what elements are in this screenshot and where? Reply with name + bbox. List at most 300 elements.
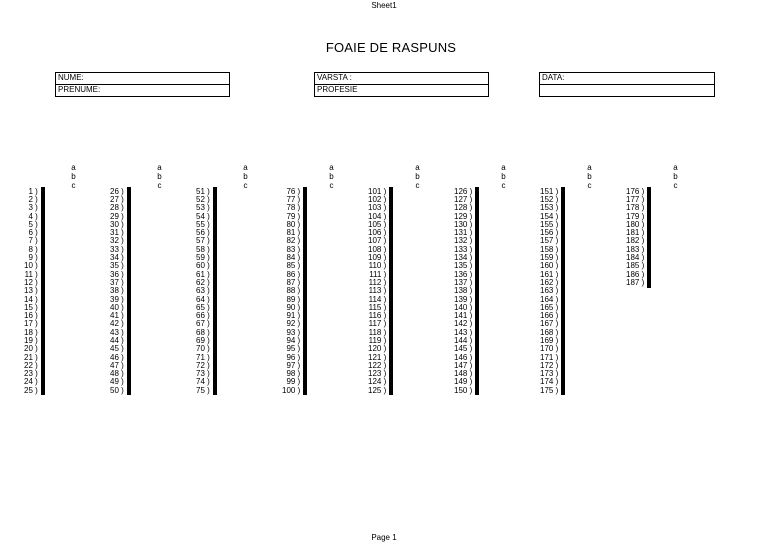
answer-cell-c[interactable] (392, 254, 393, 262)
answer-cell-c[interactable] (478, 312, 479, 320)
question-number: 176 ) (626, 186, 645, 196)
answer-cell-c[interactable] (129, 337, 130, 345)
option-header-c: c (501, 181, 506, 190)
question-number: 127 ) (454, 194, 473, 204)
answer-cell-c[interactable] (478, 229, 479, 237)
question-number: 8 ) (28, 244, 38, 254)
answer-cell-c[interactable] (129, 304, 130, 312)
prenume-field[interactable]: PRENUME: (56, 84, 229, 95)
answer-cell-c[interactable] (129, 270, 130, 278)
answer-cell-c[interactable] (306, 387, 307, 395)
answer-cell-c[interactable] (478, 353, 479, 361)
question-number: 86 ) (286, 269, 301, 279)
answer-cell-c[interactable] (650, 188, 651, 196)
question-number: 179 ) (626, 211, 645, 221)
question-number: 47 ) (110, 360, 124, 370)
answer-cell-c[interactable] (306, 362, 307, 370)
answer-cell-c[interactable] (306, 370, 307, 378)
option-header (67, 163, 80, 190)
answer-table (540, 187, 565, 395)
varsta-field[interactable]: VARSTA : (317, 73, 352, 82)
question-row (540, 387, 565, 395)
answer-cell-c[interactable] (392, 246, 393, 254)
answer-cell-c[interactable] (129, 212, 130, 220)
answer-cell-c[interactable] (43, 345, 44, 353)
question-number: 23 ) (24, 369, 38, 379)
option-header-c: c (157, 181, 162, 190)
answer-cell-c[interactable] (215, 212, 216, 220)
answer-cell-c[interactable] (215, 304, 216, 312)
answer-cell-c[interactable] (392, 362, 393, 370)
answer-cell-c[interactable] (43, 329, 44, 337)
question-number: 115 ) (368, 302, 387, 312)
answer-cell-c[interactable] (392, 221, 393, 229)
question-number: 63 ) (196, 286, 210, 296)
answer-cell-c[interactable] (43, 337, 44, 345)
question-number: 91 ) (286, 311, 301, 321)
question-number: 116 ) (368, 311, 387, 321)
answer-cell-c[interactable] (129, 246, 130, 254)
question-number: 104 ) (368, 211, 387, 221)
answer-cell-c[interactable] (392, 387, 393, 395)
name-box (55, 72, 230, 97)
answer-cell-c[interactable] (564, 370, 565, 378)
answer-cell-c[interactable] (129, 221, 130, 229)
answer-cell-c[interactable] (564, 329, 565, 337)
answer-cell-c[interactable] (478, 204, 479, 212)
answer-cell-c[interactable] (306, 204, 307, 212)
answer-cell-c[interactable] (43, 353, 44, 361)
question-number: 94 ) (286, 335, 301, 345)
answer-cell-c[interactable] (215, 387, 216, 395)
answer-cell-c[interactable] (43, 262, 44, 270)
answer-cell-c[interactable] (564, 270, 565, 278)
answer-cell-c[interactable] (564, 262, 565, 270)
answer-cell-c[interactable] (392, 320, 393, 328)
question-number: 107 ) (368, 236, 387, 246)
question-number: 30 ) (110, 219, 124, 229)
answer-cell-c[interactable] (478, 345, 479, 353)
answer-cell-c[interactable] (306, 320, 307, 328)
answer-cell-c[interactable] (478, 337, 479, 345)
answer-cell-c[interactable] (43, 270, 44, 278)
answer-cell-c[interactable] (564, 320, 565, 328)
answer-cell-c[interactable] (650, 229, 651, 237)
question-number: 170 ) (540, 344, 559, 354)
answer-cell-c[interactable] (478, 329, 479, 337)
answer-cell-c[interactable] (43, 188, 44, 196)
answer-cell-c[interactable] (392, 312, 393, 320)
answer-cell-c[interactable] (650, 246, 651, 254)
answer-cell-c[interactable] (306, 312, 307, 320)
nume-field[interactable]: NUME: (58, 73, 84, 82)
question-number: 175 ) (540, 385, 559, 395)
question-number: 156 ) (540, 228, 559, 238)
answer-cell-c[interactable] (306, 329, 307, 337)
answer-cell-c[interactable] (129, 237, 130, 245)
answer-cell-c[interactable] (392, 337, 393, 345)
answer-cell-c[interactable] (392, 295, 393, 303)
answer-cell-c[interactable] (478, 237, 479, 245)
answer-cell-c[interactable] (306, 279, 307, 287)
question-number: 87 ) (286, 277, 301, 287)
option-header (583, 163, 596, 190)
answer-cell-c[interactable] (478, 262, 479, 270)
answer-cell-c[interactable] (215, 312, 216, 320)
answer-cell-c[interactable] (215, 287, 216, 295)
answer-cell-c[interactable] (215, 196, 216, 204)
option-header (669, 163, 682, 190)
answer-cell-c[interactable] (306, 270, 307, 278)
answer-cell-c[interactable] (215, 320, 216, 328)
answer-cell-c[interactable] (129, 370, 130, 378)
question-number: 102 ) (368, 194, 387, 204)
question-number: 103 ) (368, 203, 387, 213)
answer-cell-c[interactable] (215, 254, 216, 262)
answer-cell-c[interactable] (392, 229, 393, 237)
answer-cell-c[interactable] (564, 204, 565, 212)
answer-cell-c[interactable] (129, 295, 130, 303)
question-number: 2 ) (28, 194, 38, 204)
answer-cell-c[interactable] (392, 345, 393, 353)
answer-table (626, 187, 651, 288)
answer-cell-c[interactable] (306, 353, 307, 361)
answer-cell-c[interactable] (129, 204, 130, 212)
question-number: 167 ) (540, 319, 559, 329)
answer-cell-c[interactable] (129, 188, 130, 196)
answer-cell-c[interactable] (43, 362, 44, 370)
answer-cell-c[interactable] (478, 221, 479, 229)
answer-cell-c[interactable] (564, 246, 565, 254)
question-number: 36 ) (110, 269, 124, 279)
question-number: 122 ) (368, 360, 387, 370)
question-number: 69 ) (196, 335, 210, 345)
answer-cell-c[interactable] (43, 196, 44, 204)
answer-cell-c[interactable] (478, 370, 479, 378)
answer-cell-c[interactable] (215, 221, 216, 229)
answer-cell-c[interactable] (129, 229, 130, 237)
answer-cell-c[interactable] (306, 345, 307, 353)
answer-cell-c[interactable] (215, 345, 216, 353)
answer-cell-c[interactable] (306, 246, 307, 254)
question-number: 101 ) (368, 186, 387, 196)
question-number: 67 ) (196, 319, 210, 329)
question-number: 120 ) (368, 344, 387, 354)
answer-cell-c[interactable] (129, 387, 130, 395)
question-number: 142 ) (454, 319, 473, 329)
question-number: 136 ) (454, 269, 473, 279)
answer-cell-c[interactable] (564, 287, 565, 295)
data-field-blank[interactable] (540, 84, 714, 95)
option-header-b: b (71, 172, 76, 181)
answer-cell-c[interactable] (650, 212, 651, 220)
answer-cell-c[interactable] (215, 237, 216, 245)
question-number: 73 ) (196, 369, 210, 379)
question-number: 60 ) (196, 261, 210, 271)
question-number: 72 ) (196, 360, 210, 370)
answer-cell-c[interactable] (306, 237, 307, 245)
question-number: 41 ) (110, 311, 124, 321)
answer-cell-c[interactable] (129, 287, 130, 295)
question-row (196, 387, 216, 395)
answer-cell-c[interactable] (306, 212, 307, 220)
answer-cell-c[interactable] (478, 212, 479, 220)
question-number: 59 ) (196, 253, 210, 263)
answer-cell-c[interactable] (478, 320, 479, 328)
answer-cell-c[interactable] (129, 378, 130, 386)
answer-cell-c[interactable] (306, 221, 307, 229)
question-number: 11 ) (24, 269, 38, 279)
answer-cell-c[interactable] (392, 188, 393, 196)
answer-cell-c[interactable] (564, 212, 565, 220)
question-number: 126 ) (454, 186, 473, 196)
answer-cell-c[interactable] (129, 345, 130, 353)
answer-cell-c[interactable] (478, 196, 479, 204)
question-number: 130 ) (454, 219, 473, 229)
option-header (411, 163, 424, 190)
option-header-c: c (587, 181, 592, 190)
answer-cell-c[interactable] (564, 337, 565, 345)
answer-cell-c[interactable] (478, 304, 479, 312)
answer-cell-c[interactable] (43, 279, 44, 287)
answer-cell-c[interactable] (650, 279, 651, 287)
answer-cell-c[interactable] (478, 378, 479, 386)
question-number: 85 ) (286, 261, 301, 271)
answer-cell-c[interactable] (306, 378, 307, 386)
answer-cell-c[interactable] (43, 204, 44, 212)
answer-cell-c[interactable] (478, 387, 479, 395)
answer-cell-c[interactable] (129, 320, 130, 328)
option-header (239, 163, 252, 190)
question-number: 141 ) (454, 311, 473, 321)
answer-cell-c[interactable] (306, 304, 307, 312)
question-number: 133 ) (454, 244, 473, 254)
question-number: 165 ) (540, 302, 559, 312)
question-number: 172 ) (540, 360, 559, 370)
question-row (454, 387, 479, 395)
answer-cell-c[interactable] (306, 262, 307, 270)
answer-cell-c[interactable] (478, 279, 479, 287)
answer-cell-c[interactable] (392, 353, 393, 361)
answer-cell-c[interactable] (478, 362, 479, 370)
question-number: 96 ) (286, 352, 301, 362)
answer-cell-c[interactable] (129, 196, 130, 204)
answer-cell-c[interactable] (564, 312, 565, 320)
answer-cell-c[interactable] (215, 329, 216, 337)
answer-cell-c[interactable] (392, 237, 393, 245)
answer-cell-c[interactable] (215, 279, 216, 287)
profesie-field[interactable]: PROFESIE (315, 84, 488, 95)
answer-cell-c[interactable] (43, 246, 44, 254)
answer-cell-c[interactable] (650, 262, 651, 270)
answer-cell-c[interactable] (215, 370, 216, 378)
answer-cell-c[interactable] (43, 295, 44, 303)
answer-cell-c[interactable] (215, 262, 216, 270)
answer-cell-c[interactable] (43, 304, 44, 312)
question-number: 80 ) (286, 219, 301, 229)
answer-cell-c[interactable] (215, 295, 216, 303)
answer-cell-c[interactable] (650, 196, 651, 204)
answer-cell-c[interactable] (564, 279, 565, 287)
question-number: 33 ) (110, 244, 124, 254)
answer-cell-c[interactable] (215, 337, 216, 345)
answer-cell-c[interactable] (129, 353, 130, 361)
answer-cell-c[interactable] (650, 221, 651, 229)
answer-cell-c[interactable] (478, 270, 479, 278)
answer-cell-c[interactable] (129, 279, 130, 287)
answer-cell-c[interactable] (43, 237, 44, 245)
question-number: 166 ) (540, 311, 559, 321)
question-number: 162 ) (540, 277, 559, 287)
question-number: 71 ) (196, 352, 210, 362)
question-number: 5 ) (28, 219, 38, 229)
answer-cell-c[interactable] (392, 378, 393, 386)
question-row (626, 279, 651, 287)
answer-cell-c[interactable] (43, 378, 44, 386)
answer-table (24, 187, 45, 395)
question-number: 17 ) (24, 319, 38, 329)
answer-cell-c[interactable] (392, 304, 393, 312)
answer-cell-c[interactable] (564, 304, 565, 312)
question-number: 50 ) (110, 385, 124, 395)
answer-cell-c[interactable] (564, 378, 565, 386)
question-number: 54 ) (196, 211, 210, 221)
answer-cell-c[interactable] (392, 329, 393, 337)
answer-cell-c[interactable] (564, 387, 565, 395)
question-number: 26 ) (110, 186, 124, 196)
question-number: 181 ) (626, 228, 645, 238)
answer-cell-c[interactable] (306, 196, 307, 204)
answer-cell-c[interactable] (564, 196, 565, 204)
answer-cell-c[interactable] (650, 254, 651, 262)
question-number: 168 ) (540, 327, 559, 337)
answer-cell-c[interactable] (215, 246, 216, 254)
question-number: 149 ) (454, 377, 473, 387)
option-header-c: c (415, 181, 420, 190)
answer-cell-c[interactable] (564, 353, 565, 361)
answer-cell-c[interactable] (306, 188, 307, 196)
question-number: 147 ) (454, 360, 473, 370)
option-header-b: b (243, 172, 248, 181)
question-number: 1 ) (28, 186, 38, 196)
answer-cell-c[interactable] (43, 254, 44, 262)
answer-cell-c[interactable] (478, 254, 479, 262)
answer-cell-c[interactable] (215, 204, 216, 212)
answer-cell-c[interactable] (650, 237, 651, 245)
answer-cell-c[interactable] (43, 312, 44, 320)
answer-cell-c[interactable] (478, 295, 479, 303)
answer-cell-c[interactable] (43, 320, 44, 328)
question-number: 92 ) (286, 319, 301, 329)
answer-cell-c[interactable] (306, 287, 307, 295)
answer-cell-c[interactable] (650, 270, 651, 278)
option-header (325, 163, 338, 190)
data-field[interactable]: DATA: (542, 73, 565, 82)
answer-cell-c[interactable] (306, 295, 307, 303)
answer-cell-c[interactable] (564, 295, 565, 303)
answer-cell-c[interactable] (215, 229, 216, 237)
answer-cell-c[interactable] (215, 353, 216, 361)
answer-cell-c[interactable] (392, 196, 393, 204)
answer-cell-c[interactable] (392, 204, 393, 212)
answer-cell-c[interactable] (306, 254, 307, 262)
answer-cell-c[interactable] (43, 221, 44, 229)
answer-cell-c[interactable] (215, 270, 216, 278)
question-number: 37 ) (110, 277, 124, 287)
answer-cell-c[interactable] (392, 370, 393, 378)
answer-cell-c[interactable] (306, 229, 307, 237)
answer-cell-c[interactable] (564, 345, 565, 353)
answer-cell-c[interactable] (43, 287, 44, 295)
answer-table (454, 187, 479, 395)
answer-cell-c[interactable] (564, 188, 565, 196)
question-number: 32 ) (110, 236, 124, 246)
answer-cell-c[interactable] (392, 287, 393, 295)
answer-cell-c[interactable] (564, 362, 565, 370)
answer-cell-c[interactable] (129, 254, 130, 262)
answer-cell-c[interactable] (43, 229, 44, 237)
answer-cell-c[interactable] (564, 254, 565, 262)
question-number: 111 ) (369, 269, 387, 279)
option-header-b: b (415, 172, 420, 181)
option-header-b: b (157, 172, 162, 181)
question-number: 57 ) (196, 236, 210, 246)
option-header-b: b (329, 172, 334, 181)
question-row (368, 387, 393, 395)
question-number: 56 ) (196, 228, 210, 238)
answer-cell-c[interactable] (392, 212, 393, 220)
question-number: 4 ) (28, 211, 38, 221)
option-header (497, 163, 510, 190)
answer-cell-c[interactable] (215, 188, 216, 196)
answer-cell-c[interactable] (215, 378, 216, 386)
question-number: 29 ) (110, 211, 124, 221)
question-number: 20 ) (24, 344, 38, 354)
question-number: 131 ) (454, 228, 473, 238)
question-number: 19 ) (24, 335, 38, 345)
answer-cell-c[interactable] (129, 312, 130, 320)
answer-cell-c[interactable] (478, 188, 479, 196)
option-header (153, 163, 166, 190)
page-footer: Page 1 (371, 533, 397, 542)
answer-cell-c[interactable] (564, 221, 565, 229)
question-number: 119 ) (368, 335, 387, 345)
question-number: 76 ) (286, 186, 301, 196)
question-number: 95 ) (286, 344, 301, 354)
answer-cell-c[interactable] (392, 270, 393, 278)
answer-cell-c[interactable] (478, 246, 479, 254)
answer-cell-c[interactable] (564, 229, 565, 237)
question-number: 123 ) (368, 369, 387, 379)
answer-cell-c[interactable] (478, 287, 479, 295)
answer-cell-c[interactable] (43, 212, 44, 220)
answer-cell-c[interactable] (215, 362, 216, 370)
answer-cell-c[interactable] (306, 337, 307, 345)
answer-cell-c[interactable] (392, 262, 393, 270)
answer-cell-c[interactable] (392, 279, 393, 287)
answer-cell-c[interactable] (43, 387, 44, 395)
question-number: 143 ) (454, 327, 473, 337)
answer-cell-c[interactable] (43, 370, 44, 378)
answer-cell-c[interactable] (129, 262, 130, 270)
answer-cell-c[interactable] (129, 362, 130, 370)
question-number: 177 ) (626, 194, 645, 204)
question-number: 22 ) (24, 360, 38, 370)
answer-cell-c[interactable] (650, 204, 651, 212)
answer-cell-c[interactable] (129, 329, 130, 337)
question-number: 68 ) (196, 327, 210, 337)
answer-cell-c[interactable] (564, 237, 565, 245)
